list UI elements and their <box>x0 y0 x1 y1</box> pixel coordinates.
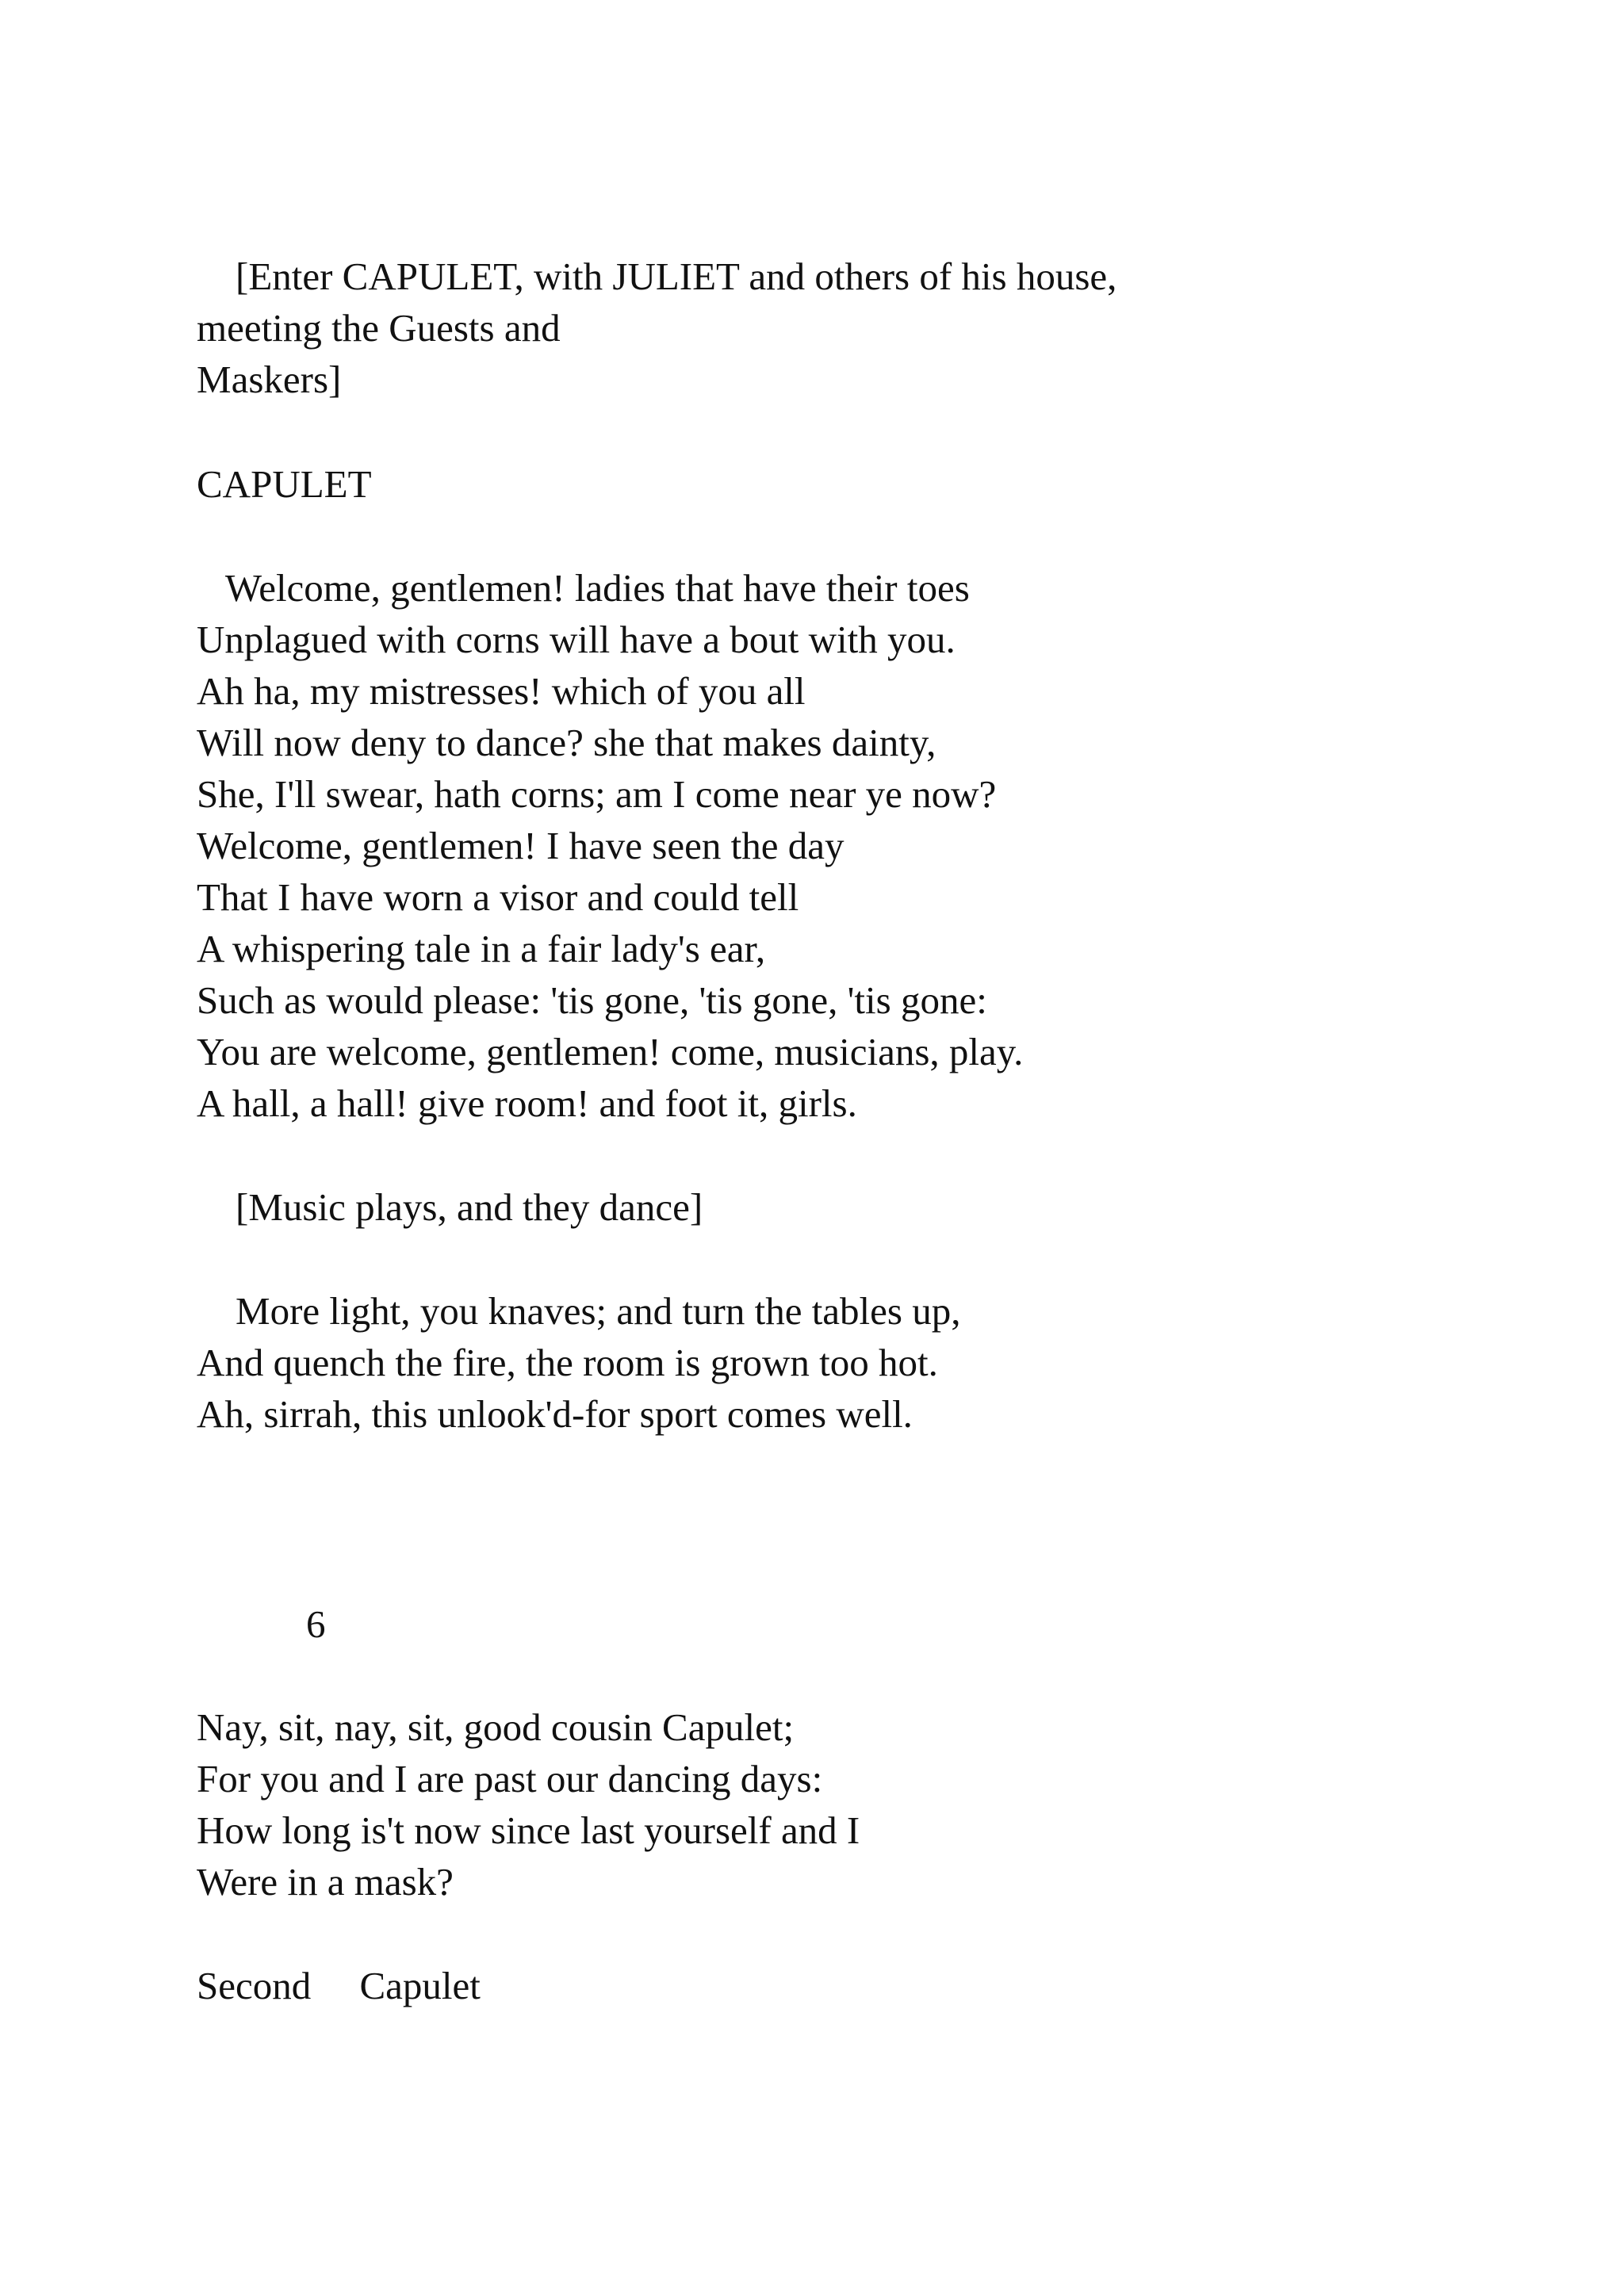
stage-direction-enter-line-2: meeting the Guests and <box>197 306 561 350</box>
speech-line: More light, you knaves; and turn the tables up, <box>197 1289 961 1333</box>
speech-line: Such as would please: 'tis gone, 'tis gone, 'tis gone: <box>197 978 987 1022</box>
speech-line: Ah, sirrah, this unlook'd-for sport comes well. <box>197 1392 913 1436</box>
speech-line: You are welcome, gentlemen! come, musicians, play. <box>197 1030 1024 1073</box>
speech-line: She, I'll swear, hath corns; am I come near ye now? <box>197 772 997 816</box>
speech-line: Welcome, gentlemen! ladies that have their toes <box>197 566 970 610</box>
speech-line: Welcome, gentlemen! I have seen the day <box>197 824 845 867</box>
speech-line: Were in a mask? <box>197 1860 454 1904</box>
speech-line: That I have worn a visor and could tell <box>197 875 799 919</box>
speech-line: A hall, a hall! give room! and foot it, girls. <box>197 1081 857 1125</box>
speech-line: And quench the fire, the room is grown too hot. <box>197 1341 938 1384</box>
speech-line: How long is't now since last yourself and I <box>197 1808 860 1852</box>
page-number: 6 <box>306 1602 326 1646</box>
speech-line: Unplagued with corns will have a bout with you. <box>197 618 956 661</box>
stage-direction-enter-line-3: Maskers] <box>197 358 342 401</box>
speech-line: A whispering tale in a fair lady's ear, <box>197 927 766 970</box>
speech-line: Will now deny to dance? she that makes dainty, <box>197 721 936 764</box>
speech-line: Nay, sit, nay, sit, good cousin Capulet; <box>197 1705 795 1749</box>
speech-line: For you and I are past our dancing days: <box>197 1757 823 1800</box>
speaker-second-capulet: Second Capulet <box>197 1964 481 2007</box>
speech-line: Ah ha, my mistresses! which of you all <box>197 669 806 713</box>
stage-direction-music: [Music plays, and they dance] <box>197 1185 703 1229</box>
speaker-capulet: CAPULET <box>197 462 372 506</box>
stage-direction-enter-line-1: [Enter CAPULET, with JULIET and others of his house, <box>197 254 1117 298</box>
